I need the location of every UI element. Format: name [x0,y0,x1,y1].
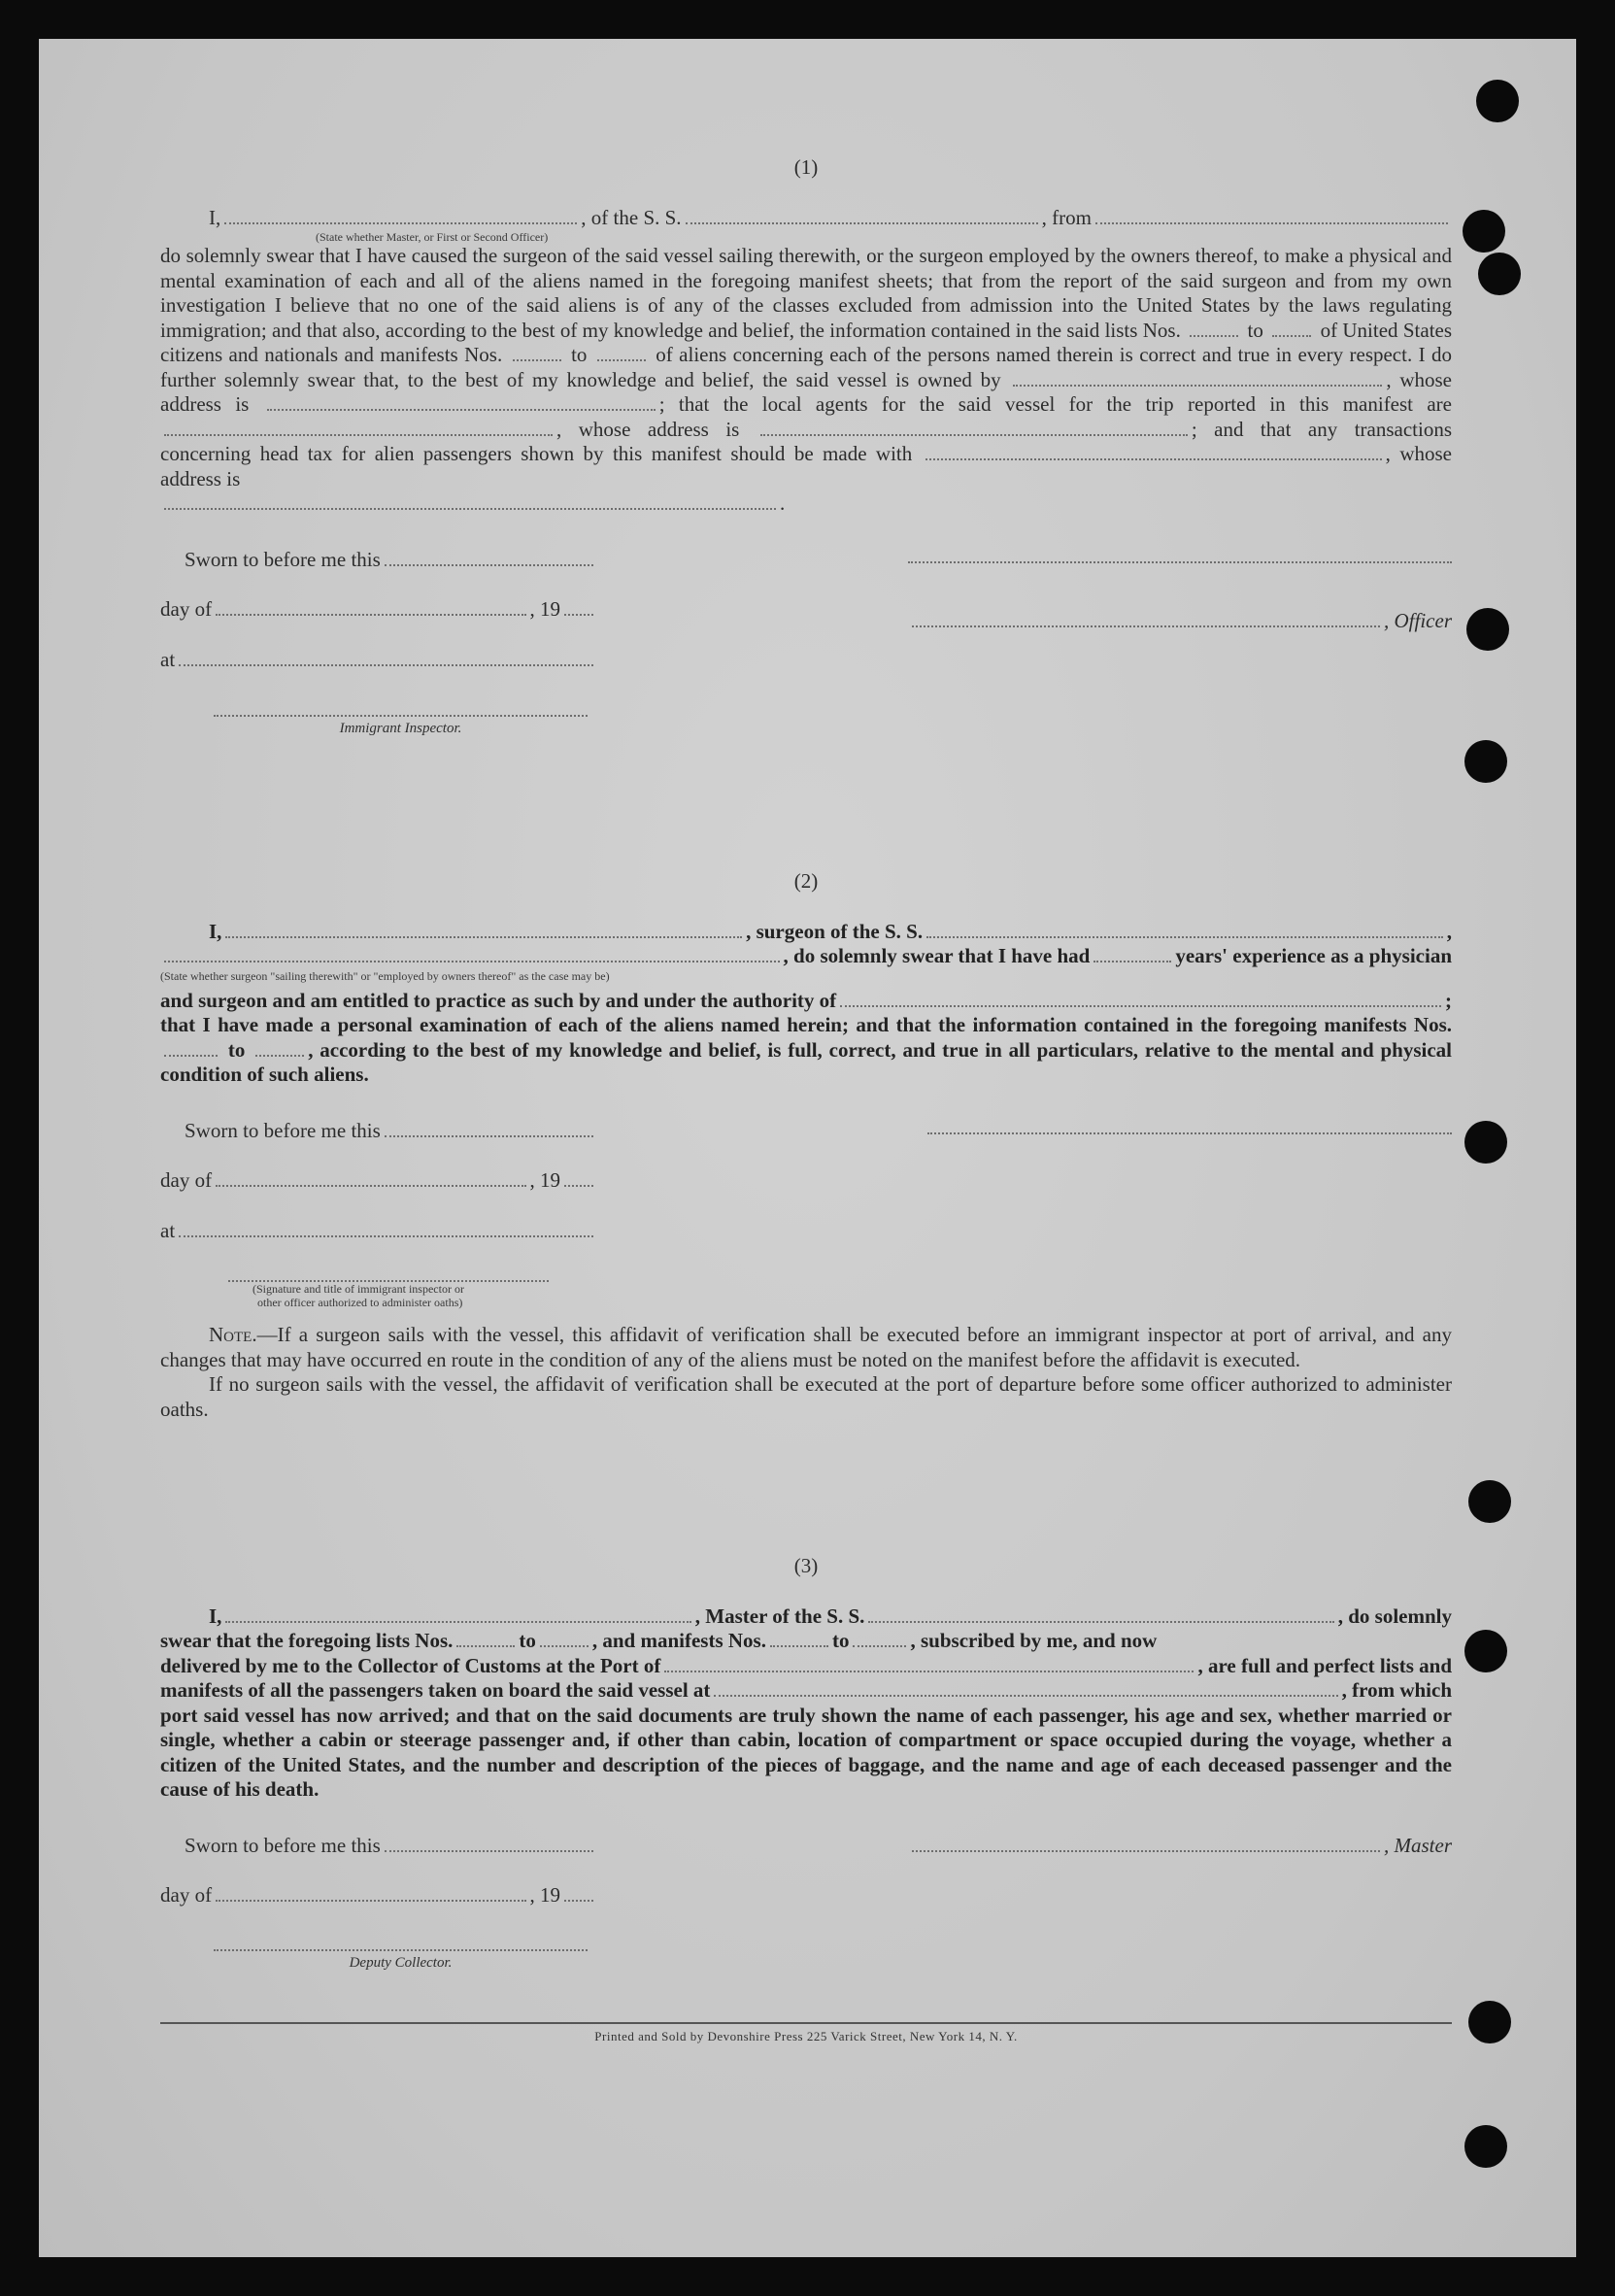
body-text: whose address is [578,417,740,441]
year-field[interactable] [564,600,593,616]
section-number: (1) [793,155,819,179]
vessel-name-field[interactable] [686,209,1038,224]
section-1-body [160,244,1452,491]
binder-hole [1464,740,1507,783]
sworn-left [160,548,597,742]
local-agents-field[interactable] [164,421,553,436]
signature-caption: (Signature and title of immigrant inspector or [252,1282,464,1296]
sworn-label: Sworn to before me this [185,1118,381,1142]
master-line [160,1604,1452,1630]
year-field[interactable] [564,1886,593,1902]
sworn-block [160,548,1452,742]
lists-from-field[interactable] [1190,321,1238,337]
day-of-label: day of [160,597,213,621]
body-text: , and manifests Nos. [591,1629,766,1652]
officer-signature-line-top[interactable] [908,548,1452,563]
surgeon-hint: (State whether surgeon "sailing therewith" or "employed by owners thereof" as the case may be) [160,968,610,983]
at-label: at [160,1218,176,1242]
label-i: I, [209,1604,222,1628]
manifests-to-field[interactable] [853,1632,906,1647]
master-vessel-field[interactable] [868,1607,1333,1623]
sworn-label: Sworn to before me this [185,1833,381,1857]
binder-hole [1478,253,1521,295]
master-name-field[interactable] [225,1607,690,1623]
body-text: , are full and perfect lists and [1197,1653,1452,1677]
section-1 [160,155,1452,742]
body-text: . [780,491,786,515]
authority-field[interactable] [840,992,1441,1007]
label-to: to [831,1629,850,1652]
body-text: that I have made a personal examination of each of the aliens named herein; and that the information contained in the foregoing manifests Nos. [160,1013,1452,1036]
port-field[interactable] [664,1657,1194,1672]
experience-line [160,944,1452,969]
sworn-row [160,1834,597,1859]
body-text: , do solemnly swear that I have had [783,944,1091,967]
binder-hole [1463,210,1505,253]
at-label: at [160,647,176,671]
sworn-left [160,1834,597,1976]
head-tax-party-field[interactable] [925,445,1382,460]
lists-from-field[interactable] [456,1632,515,1647]
owner-address-field[interactable] [267,395,656,411]
section-2 [160,869,1452,1422]
head-tax-address-field[interactable] [164,494,776,510]
binder-hole [1464,1630,1507,1672]
body-text: , [1446,919,1452,943]
section-3 [160,1554,1452,1975]
body-text: swear that the foregoing lists Nos. [160,1629,454,1652]
day-of-field[interactable] [216,600,525,616]
from-port-field[interactable] [1095,209,1448,224]
day-of-label: day of [160,1883,213,1907]
body-text: that the local agents for the said vessel for the trip reported in this manifest are [678,392,1452,416]
at-place-field[interactable] [179,651,593,666]
surgeon-name-field[interactable] [225,923,742,938]
day-of-field[interactable] [216,1886,525,1902]
year-label: , 19 [529,1168,560,1192]
sworn-row [160,548,597,573]
body-text: ; [1445,988,1452,1012]
at-place-field[interactable] [179,1222,593,1237]
inspector-caption: Immigrant Inspector. [339,721,462,736]
section-number: (3) [793,1554,819,1577]
section-2-body [160,920,1452,1088]
sworn-day-field[interactable] [385,1122,593,1137]
body-text: , do solemnly [1337,1604,1453,1628]
day-row [160,597,597,623]
label-i: I, [209,205,221,229]
officer-label: , Officer [1384,608,1452,632]
body-text: , whose address is [160,367,1452,416]
label-surgeon-of-ss: , surgeon of the S. S. [746,919,924,943]
officer-name-field[interactable] [224,209,577,224]
body-text: , according to the best of my knowledge and belief, is full, correct, and true in all particulars, relative to the mental and physical condition of such aliens. [160,1037,1453,1086]
day-row [160,1883,597,1908]
body-text: ; [658,392,665,416]
signature-line[interactable] [228,1266,549,1282]
binder-hole [1468,2001,1511,2043]
year-field[interactable] [564,1171,593,1187]
manifests-to-field[interactable] [597,346,646,361]
years-field[interactable] [1093,947,1171,962]
officer-line [160,206,1452,231]
form-page [39,39,1576,2257]
agents-address-field[interactable] [760,421,1188,436]
printer-footer: Printed and Sold by Devonshire Press 225 Varick Street, New York 14, N. Y. [594,2029,1018,2043]
officer-hint: (State whether Master, or First or Second Officer) [316,230,549,244]
master-signature-field[interactable] [912,1837,1380,1852]
authority-line [160,989,1452,1014]
departure-line [160,1678,1452,1704]
inspector-signature-line[interactable] [214,701,588,717]
label-to: to [227,1037,246,1062]
sworn-label: Sworn to before me this [185,547,381,571]
master-label: , Master [1384,1833,1452,1857]
lists-line [160,1629,1452,1654]
note-text: —If a surgeon sails with the vessel, this affidavit of verification shall be executed before an immigrant inspector at port of arrival, and any changes that may have occurred en route in the condition of any of the aliens must be noted on the manifest before the affidavit is executed. [160,1323,1452,1371]
owner-field[interactable] [1013,371,1382,387]
deputy-caption: Deputy Collector. [349,1954,453,1971]
sworn-left [160,1119,597,1310]
at-row [160,648,597,673]
manifests-to-field[interactable] [255,1041,304,1057]
binder-hole [1466,608,1509,651]
label-of-ss: , of the S. S. [581,205,682,229]
sworn-row [160,1119,597,1144]
body-text: and surgeon and am entitled to practice as such by and under the authority of [160,988,837,1012]
binder-hole [1464,1121,1507,1164]
master-row [908,1834,1452,1859]
body-text: , [556,417,562,441]
manifests-from-field[interactable] [164,1041,218,1057]
body-text: of United States citizens and nationals and manifests Nos. [160,318,1453,366]
section-number: (2) [793,869,819,893]
body-text: , Master of the S. S. [694,1604,865,1628]
sworn-right [908,548,1452,742]
lists-to-field[interactable] [1272,321,1311,337]
body-text: of aliens concerning each of the persons named therein is correct and true in every respect. I do further solemnly swear that, to the best of my knowledge and belief, the said vessel is owned by [160,343,1453,391]
binder-hole [1464,2125,1507,2168]
officer-signature-field[interactable] [912,612,1380,627]
sworn-right [908,1834,1452,1976]
surgeon-signature-line[interactable] [927,1119,1452,1134]
sworn-day-field[interactable] [385,1837,593,1852]
surgeon-line [160,920,1452,945]
label-to: to [519,1629,536,1652]
binder-hole [1476,80,1519,122]
manifests-from-field[interactable] [513,346,561,361]
body-text: delivered by me to the Collector of Customs at the Port of [160,1653,661,1677]
day-of-field[interactable] [216,1171,525,1187]
day-of-label: day of [160,1168,213,1192]
lists-to-field[interactable] [540,1632,589,1647]
departure-port-field[interactable] [714,1681,1337,1697]
sworn-day-field[interactable] [385,551,593,566]
note-label: Note. [209,1323,257,1346]
surgeon-vessel-field[interactable] [926,923,1443,938]
binder-hole [1468,1480,1511,1523]
body-text: do solemnly swear that I have caused the surgeon of the said vessel sailing therewith, or the surgeon employed by the owners thereof, to make a physical and mental examination of each and all of the aliens named in the foregoing manifest sheets; that from the report of the said surgeon and from my own investigation I believe that no one of the said aliens is of any of the classes excluded from admission into the United States by the laws regulating immigration; and that also, according to the best of my knowledge and belief, the information contained in the said lists Nos. [160,244,1452,342]
footer-rule [160,2022,1452,2024]
surgeon-status-field[interactable] [164,947,780,962]
port-line [160,1654,1452,1679]
note [160,1323,1452,1372]
body-text: port said vessel has now arrived; and that on the said documents are truly shown the name of each passenger, his age and sex, whether married or single, whether a cabin or steerage passenger and, if other than cabin, location of compartment or space occupied during the voyage, whether a citizen of the United States, and the number and description of the pieces of baggage, and the name and age of each deceased passenger and the cause of his death. [160,1703,1452,1801]
note-text: If no surgeon sails with the vessel, the affidavit of verification shall be executed at the port of departure before some officer authorized to administer oaths. [160,1372,1452,1421]
officer-row [908,609,1452,634]
body-text: , whose address is [160,442,1452,490]
label-to: to [1247,318,1263,342]
body-text: , from which [1341,1678,1452,1702]
address-continuation-line [160,491,1452,517]
body-text: manifests of all the passengers taken on board the said vessel at [160,1678,711,1702]
sworn-right [927,1119,1452,1310]
section-3-body [160,1604,1452,1803]
label-i: I, [209,919,222,943]
deputy-signature-line[interactable] [214,1936,588,1951]
label-to: to [571,343,588,366]
day-row [160,1168,597,1194]
at-row [160,1219,597,1244]
signature-caption: other officer authorized to administer oaths) [257,1296,463,1309]
sworn-block [160,1834,1452,1976]
year-label: , 19 [529,597,560,621]
manifests-from-field[interactable] [770,1632,828,1647]
body-text: ; and that any transactions concerning head tax for alien passengers shown by this manifest should be made with [160,417,1453,465]
label-from: , from [1041,205,1092,229]
body-text: years' experience as a physician [1175,944,1452,967]
year-label: , 19 [529,1883,560,1907]
body-text: , subscribed by me, and now [910,1629,1158,1652]
sworn-block [160,1119,1452,1310]
